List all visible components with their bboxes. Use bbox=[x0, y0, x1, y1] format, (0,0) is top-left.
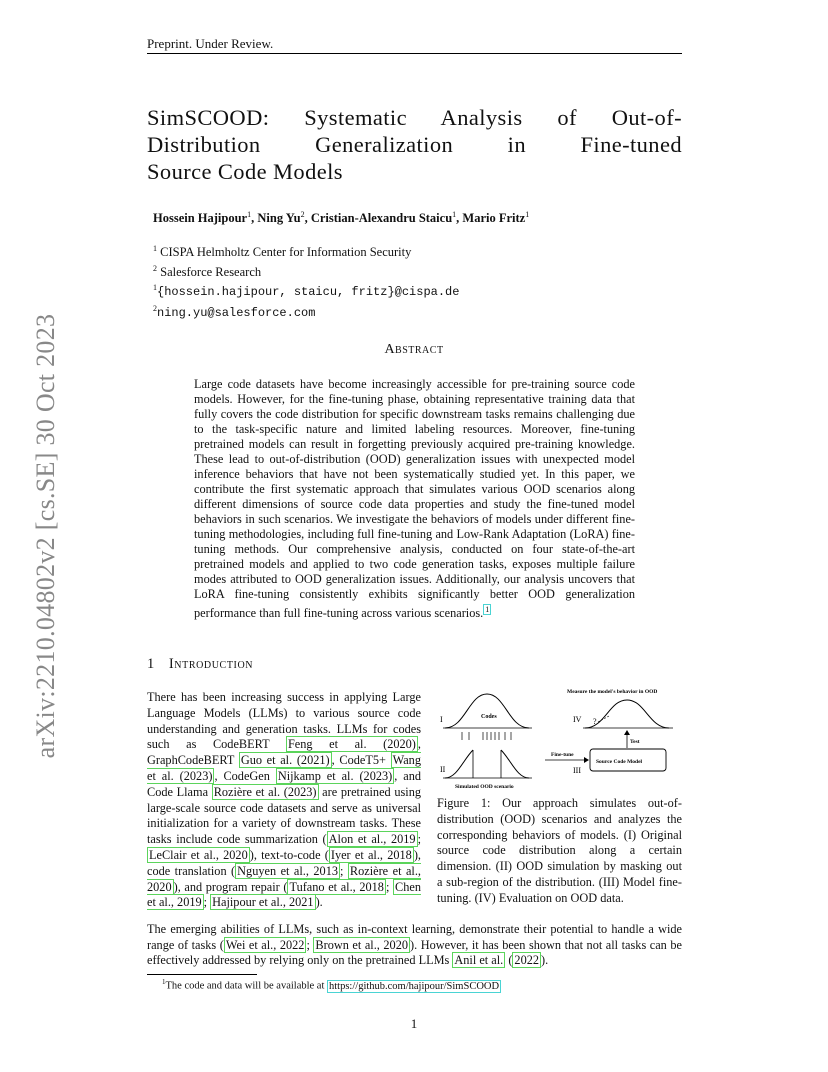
text-run: ; bbox=[306, 937, 314, 952]
citation-link[interactable]: Nijkamp et al. (2023) bbox=[277, 768, 393, 783]
citation-link[interactable]: Brown et al., 2020 bbox=[315, 937, 408, 952]
citation-link[interactable]: Wei et al., 2022 bbox=[225, 937, 305, 952]
section-title: Introduction bbox=[168, 656, 254, 672]
label-iii: III bbox=[573, 766, 581, 775]
text-run: , CodeT5+ bbox=[331, 753, 391, 768]
title-line: Distribution Generalization in Fine-tuned bbox=[147, 132, 682, 157]
text-run: ( bbox=[505, 953, 513, 967]
citation-link[interactable]: Tufano et al., 2018 bbox=[289, 879, 384, 894]
masking-arrows bbox=[462, 732, 511, 740]
text-run: , and Code Llama bbox=[147, 768, 421, 799]
citation-link[interactable]: Feng et al. (2020) bbox=[287, 737, 416, 752]
author-affil-mark: 1 bbox=[247, 210, 252, 219]
label-i: I bbox=[440, 715, 443, 724]
arxiv-id[interactable]: arXiv:2210.04802v2 [cs.SE] 30 Oct 2023 bbox=[31, 313, 60, 759]
label-iv: IV bbox=[573, 715, 582, 724]
arrow-head bbox=[624, 730, 630, 735]
header-rule bbox=[147, 53, 682, 54]
repo-url-link[interactable]: https://github.com/hajipour/SimSCOOD bbox=[329, 980, 500, 992]
title-line: Source Code Models bbox=[147, 159, 343, 184]
citation-link[interactable]: Anil et al. bbox=[454, 953, 504, 967]
text-run: ), and program repair ( bbox=[173, 879, 288, 894]
text-run: ), text-to-code ( bbox=[249, 847, 329, 862]
author-name: Mario Fritz bbox=[462, 211, 526, 226]
footnote-text: The code and data will be available at bbox=[165, 980, 328, 992]
text-run: ; bbox=[340, 863, 348, 878]
text-run: , GraphCodeBERT bbox=[147, 737, 421, 768]
author-affil-mark: 1 bbox=[525, 210, 530, 219]
text-run: are pretrained using large-scale source code datasets and serve as universal initialization for a variety of downstream tasks. These tasks include code summarization ( bbox=[147, 784, 421, 847]
measure-label: Measure the model's behavior in OOD bbox=[567, 689, 658, 695]
text-run: ). bbox=[315, 895, 323, 910]
figure-diagram bbox=[437, 686, 682, 790]
affiliation-line bbox=[153, 241, 459, 261]
finetune-label: Fine-tune bbox=[551, 752, 574, 758]
masked-curve-left bbox=[445, 750, 473, 778]
masked-curve-right bbox=[501, 750, 529, 778]
affil-mark: 1 bbox=[153, 283, 157, 293]
footnote-rule bbox=[147, 974, 257, 975]
author-affil-mark: 2 bbox=[300, 210, 305, 219]
citation-link[interactable]: Wang et al. (2023) bbox=[147, 753, 421, 783]
affil-mark: 2 bbox=[153, 303, 157, 313]
text-run: There has been increasing success in applying Large Language Models (LLMs) to various source code understanding and generation tasks. LLMs for codes such as CodeBERT bbox=[147, 690, 421, 752]
text-run: ). bbox=[541, 953, 549, 967]
codes-label: Codes bbox=[481, 714, 497, 720]
citation-link[interactable]: Hajipour et al., 2021 bbox=[212, 895, 314, 910]
affil-mark: 2 bbox=[153, 263, 157, 273]
running-header: Preprint. Under Review. bbox=[147, 36, 274, 51]
model-box-label: Source Code Model bbox=[596, 759, 643, 765]
title-line: SimSCOOD: Systematic Analysis of Out-of- bbox=[147, 105, 682, 130]
email-address[interactable]: ning.yu@salesforce.com bbox=[157, 306, 316, 321]
footnote-mark: 1 bbox=[162, 978, 166, 986]
affiliations bbox=[153, 241, 459, 322]
affiliation-name: Salesforce Research bbox=[160, 264, 262, 279]
text-run: , CodeGen bbox=[214, 768, 276, 783]
text-run: The emerging abilities of LLMs, such as in-context learning, demonstrate their potential to handle a wide range of tasks ( bbox=[147, 922, 682, 952]
citation-link[interactable]: Guo et al. (2021) bbox=[240, 753, 330, 768]
email-line bbox=[153, 301, 459, 322]
arrow-head bbox=[584, 757, 589, 763]
citation-link[interactable]: Chen et al., 2019 bbox=[147, 879, 421, 910]
intro-paragraph bbox=[147, 690, 421, 911]
abstract-body bbox=[194, 377, 635, 621]
figure-caption: Figure 1: Our approach simulates out-of-distribution (OOD) scenarios and analyzes the corresponding behaviors of models. (I) Original source code distribution along a certain dimension. (II) OOD simulation by masking out a sub-region of the distribution. (III) Model fine-tuning. (IV) Evaluation on OOD data. bbox=[437, 796, 682, 905]
affiliation-name: CISPA Helmholtz Center for Information Security bbox=[160, 245, 412, 260]
email-address[interactable]: {hossein.hajipour, staicu, fritz}@cispa.de bbox=[157, 285, 460, 300]
footnote-link[interactable]: 1 bbox=[485, 605, 490, 614]
text-run: ), code translation ( bbox=[147, 847, 421, 878]
section-heading bbox=[147, 656, 253, 673]
author-name: Cristian-Alexandru Staicu bbox=[310, 211, 453, 226]
abstract-heading bbox=[0, 342, 828, 358]
citation-link[interactable]: Alon et al., 2019 bbox=[328, 832, 416, 847]
footnote bbox=[162, 978, 501, 992]
citation-link[interactable]: Iyer et al., 2018 bbox=[330, 847, 412, 862]
text-run: ). However, it has been shown that not all tasks can be effectively addressed by relying only on the pretrained LLMs bbox=[147, 937, 682, 967]
citation-link[interactable]: Rozière et al. (2023) bbox=[213, 784, 317, 799]
distribution-curve bbox=[445, 694, 529, 728]
citation-link[interactable]: Rozière et al., 2020 bbox=[147, 863, 421, 894]
author-name: Hossein Hajipour bbox=[153, 211, 248, 226]
citation-link[interactable]: LeClair et al., 2020 bbox=[149, 847, 248, 862]
affil-mark: 1 bbox=[153, 244, 157, 253]
email-line bbox=[153, 280, 459, 301]
author-affil-mark: 1 bbox=[452, 210, 457, 219]
body-paragraph bbox=[147, 922, 682, 969]
text-run: ; bbox=[203, 895, 211, 910]
page-number: 1 bbox=[410, 1016, 418, 1031]
label-ii: II bbox=[440, 765, 446, 774]
text-run: ; bbox=[385, 879, 394, 894]
affiliation-line bbox=[153, 261, 459, 281]
figure-1 bbox=[437, 686, 682, 790]
pointer-line bbox=[598, 716, 609, 722]
text-run: ; bbox=[417, 832, 421, 847]
author-list: Hossein Hajipour$^1$, Ning Yu$^2$, Cristian-Alexandru Staicu$^1$, Mario Fritz$^1$ bbox=[153, 210, 530, 226]
simulated-label: Simulated OOD scenario bbox=[455, 784, 514, 790]
citation-link[interactable]: Nguyen et al., 2013 bbox=[237, 863, 339, 878]
test-label: Test bbox=[630, 739, 640, 745]
citation-link[interactable]: 2022 bbox=[514, 953, 540, 967]
section-number: 1 bbox=[147, 656, 155, 672]
question-mark: ? bbox=[593, 717, 597, 726]
ood-curve bbox=[585, 700, 669, 728]
abstract-heading-text: Abstract bbox=[384, 342, 444, 357]
abstract-text: Large code datasets have become increasingly accessible for pre-training source code models. However, for the fine-tuning phase, obtaining representative training data that fully covers the code distribution for specific downstream tasks remains challenging due to the task-specific nature and limited labeling resources. Moreover, fine-tuning pretrained models can result in forgetting previously acquired pre-training knowledge. These lead to out-of-distribution (OOD) generalization issues with unexpected model inference behaviors that have not been systematically studied yet. In this paper, we contribute the first systematic approach that simulates various OOD scenarios along different dimensions of source code data properties and study the fine-tuned model behaviors in such scenarios. We investigate the behaviors of models under different fine-tuning methodologies, including full fine-tuning and Low-Rank Adaptation (LoRA) fine-tuning methods. Our comprehensive analysis, conducted on four state-of-the-art pretrained models and applied to two code generation tasks, exposes multiple failure modes attributed to OOD generalization issues. Additionally, our analysis uncovers that LoRA fine-tuning consistently exhibits significantly better OOD generalization performance than full fine-tuning across various scenarios. bbox=[194, 377, 635, 621]
author-name: Ning Yu bbox=[257, 211, 301, 226]
paper-title bbox=[147, 104, 682, 185]
